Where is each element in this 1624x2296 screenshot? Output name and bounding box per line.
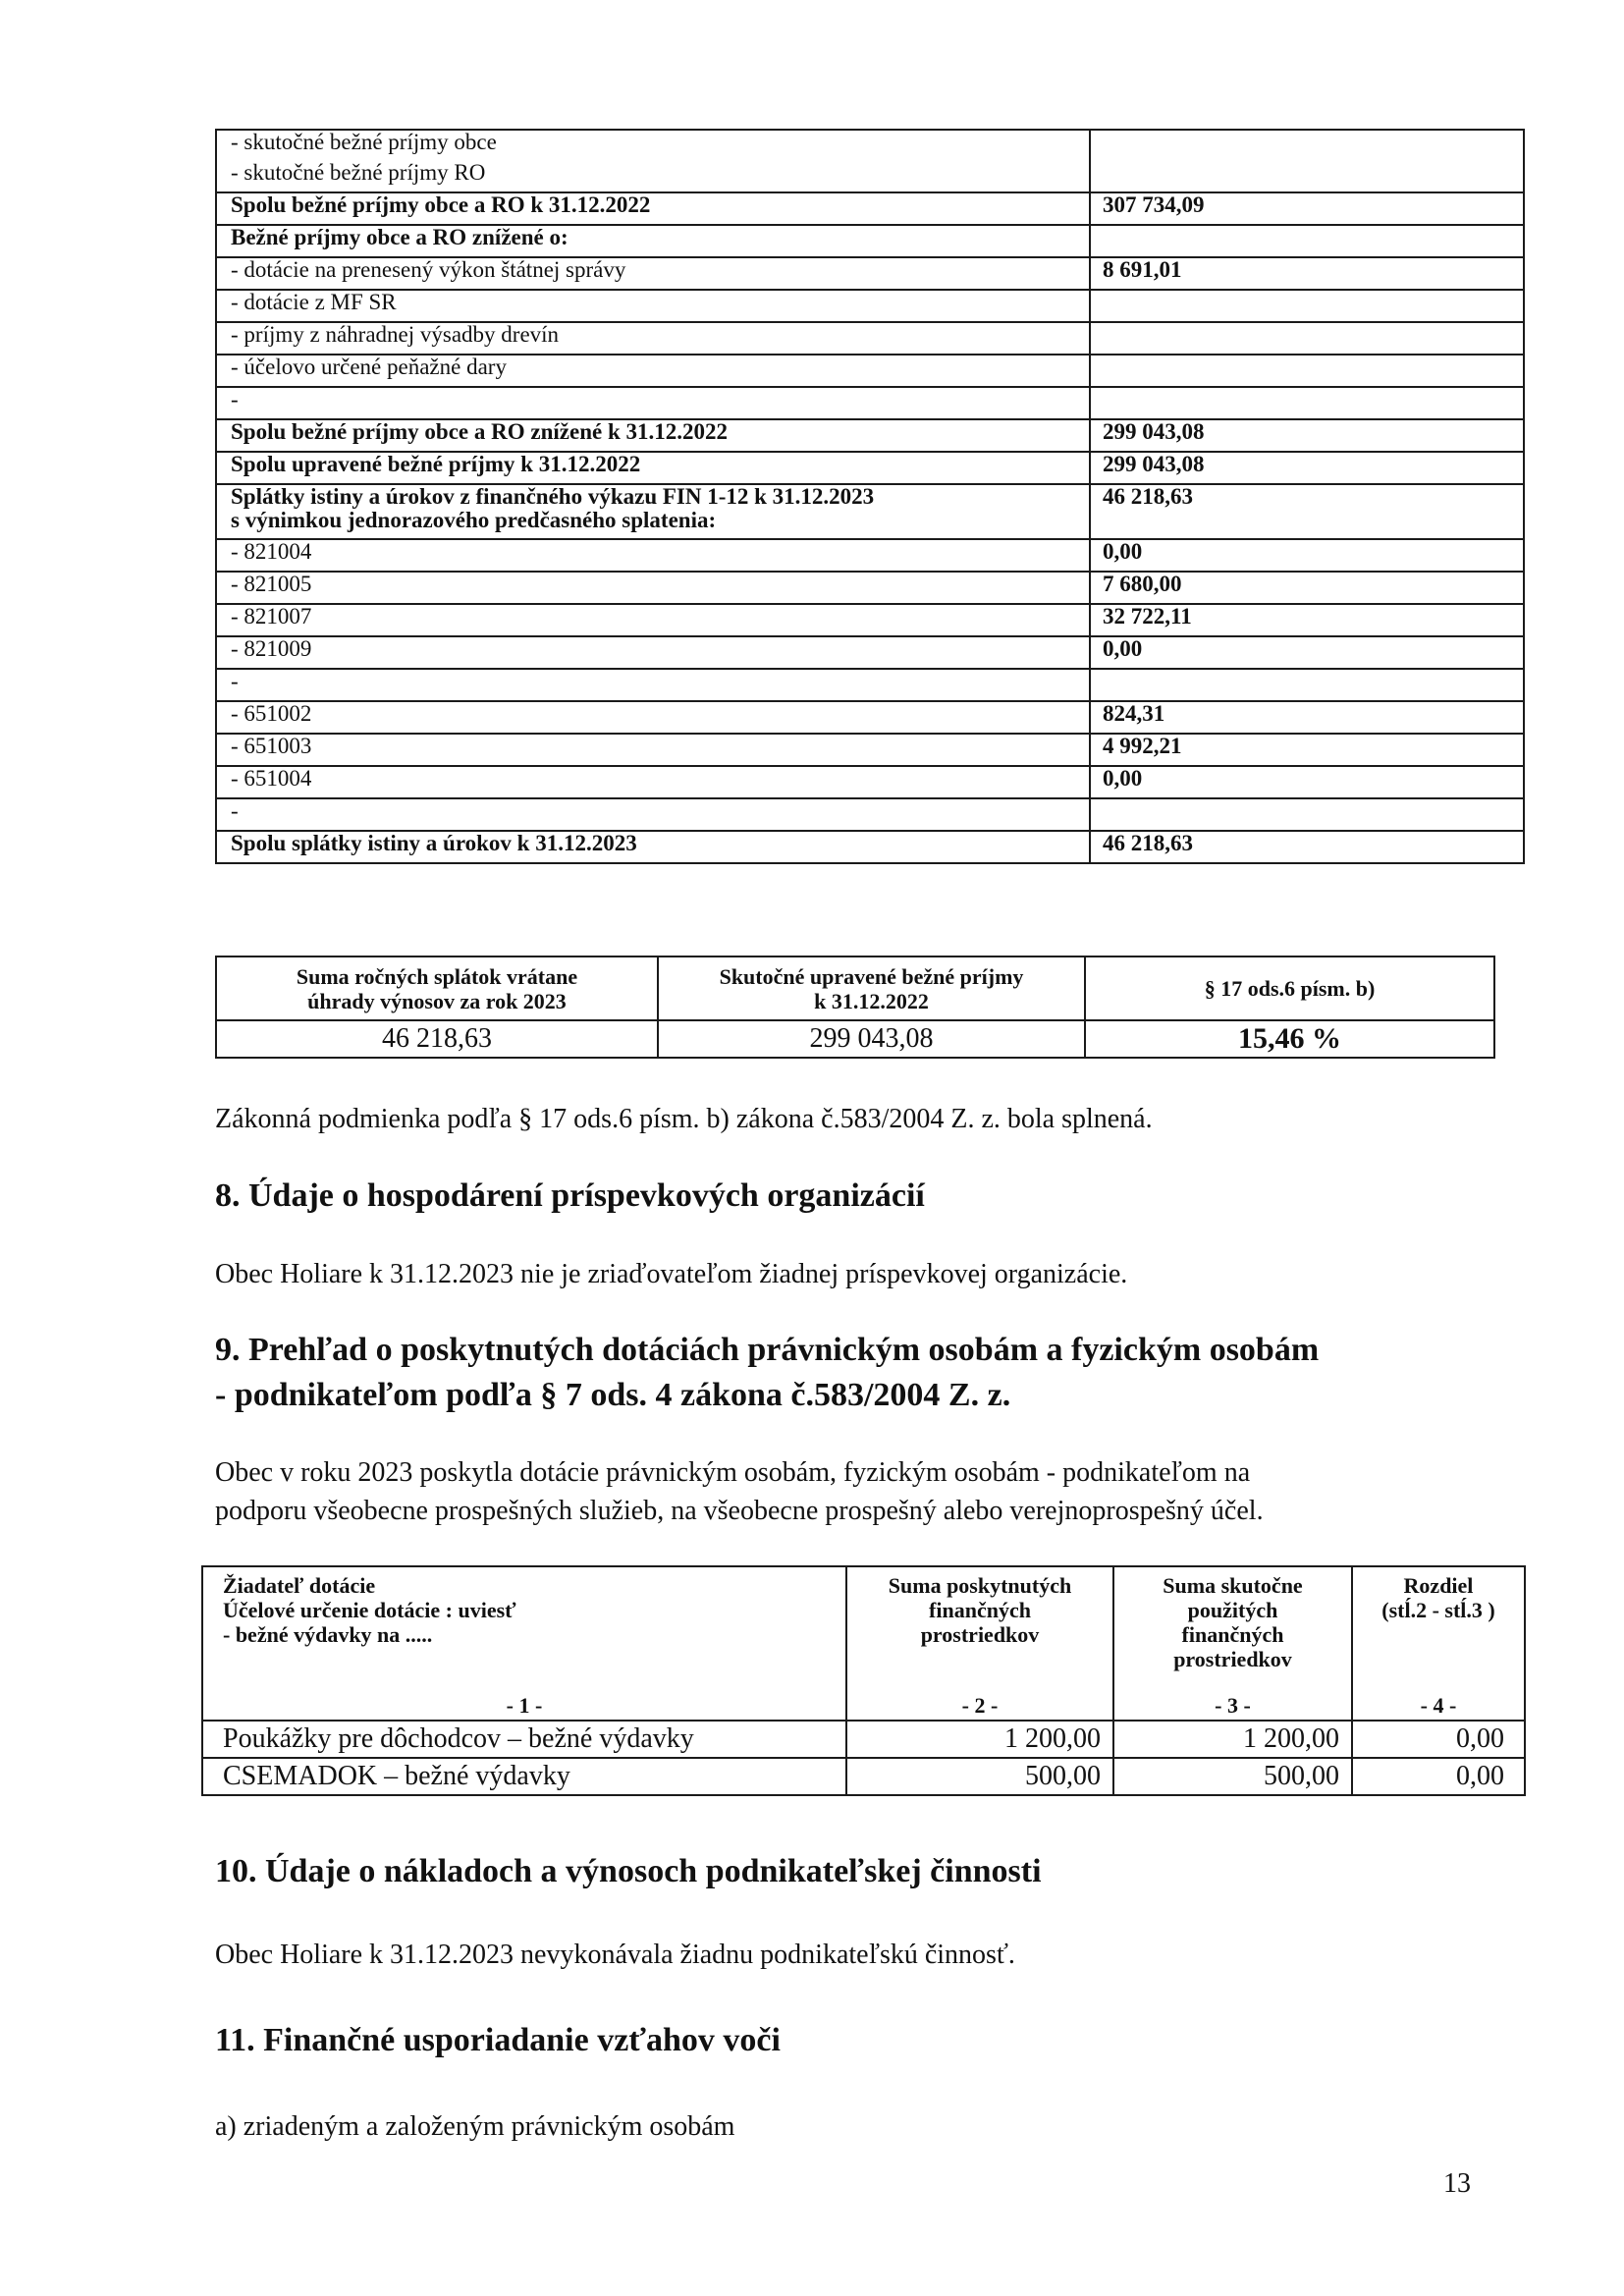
row-label: Spolu bežné príjmy obce a RO k 31.12.2022 xyxy=(216,192,1090,225)
debt-service-table xyxy=(215,129,1525,864)
header-difference xyxy=(1352,1566,1525,1721)
section-9-text-line-1: Obec v roku 2023 poskytla dotácie právnickým osobám, fyzickým osobám - podnikateľom na xyxy=(215,1457,1251,1488)
header-line: Skutočné upravené bežné príjmy xyxy=(719,963,1024,989)
row-value: 299 043,08 xyxy=(1090,419,1524,452)
row-label: - xyxy=(216,387,1090,419)
table-row xyxy=(216,387,1524,419)
section-9-text-line-2: podporu všeobecne prospešných služieb, na všeobecne prospešný alebo verejnoprospešný účel. xyxy=(215,1496,1264,1526)
table-row xyxy=(216,1020,1494,1058)
subsidy-provided: 1 200,00 xyxy=(846,1721,1113,1758)
table-row xyxy=(216,734,1524,766)
row-value: 46 218,63 xyxy=(1090,484,1524,539)
row-label-line-1: Splátky istiny a úrokov z finančného výkazu FIN 1-12 k 31.12.2023 xyxy=(231,484,875,509)
table-row xyxy=(216,452,1524,484)
table-row xyxy=(216,225,1524,257)
row-label: - dotácie na prenesený výkon štátnej správy xyxy=(216,257,1090,290)
row-value: 824,31 xyxy=(1090,701,1524,734)
column-number: - 4 - xyxy=(1420,1693,1457,1718)
row-label: Spolu bežné príjmy obce a RO znížené k 31.12.2022 xyxy=(216,419,1090,452)
row-label: - 651002 xyxy=(216,701,1090,734)
column-number: - 1 - xyxy=(506,1693,543,1718)
table-row xyxy=(216,831,1524,863)
column-number: - 2 - xyxy=(961,1693,999,1718)
value-annual-repayments: 46 218,63 xyxy=(216,1020,658,1058)
row-value: 299 043,08 xyxy=(1090,452,1524,484)
row-label: - xyxy=(216,798,1090,831)
row-label: - xyxy=(216,669,1090,701)
page-number: 13 xyxy=(1443,2168,1471,2199)
header-annual-repayments xyxy=(216,957,658,1020)
debt-ratio-table xyxy=(215,956,1495,1059)
subsidy-used: 500,00 xyxy=(1113,1758,1352,1795)
subsidy-difference: 0,00 xyxy=(1352,1721,1525,1758)
table-row xyxy=(216,539,1524,572)
header-line: prostriedkov xyxy=(1173,1647,1292,1671)
table-header-row xyxy=(216,957,1494,1020)
row-label: - 821007 xyxy=(216,604,1090,636)
header-line: prostriedkov xyxy=(920,1622,1040,1647)
table-row xyxy=(216,192,1524,225)
header-line: (stĺ.2 - stĺ.3 ) xyxy=(1381,1598,1495,1622)
row-value: 0,00 xyxy=(1090,539,1524,572)
table-row xyxy=(216,355,1524,387)
header-applicant xyxy=(202,1566,846,1721)
row-value: 307 734,09 xyxy=(1090,192,1524,225)
header-line: finančných xyxy=(1181,1622,1284,1647)
row-value: 0,00 xyxy=(1090,766,1524,798)
table-row xyxy=(216,701,1524,734)
table-row xyxy=(216,766,1524,798)
section-9-heading-line-1: 9. Prehľad o poskytnutých dotáciách právnickým osobám a fyzickým osobám xyxy=(215,1332,1320,1368)
row-label-line-2: s výnimkou jednorazového predčasného splatenia: xyxy=(231,508,717,532)
header-provided-funds xyxy=(846,1566,1113,1721)
header-line: Suma ročných splátok vrátane xyxy=(296,963,578,989)
row-label: Spolu upravené bežné príjmy k 31.12.2022 xyxy=(216,452,1090,484)
row-label: - skutočné bežné príjmy RO xyxy=(216,161,1090,192)
row-value: 32 722,11 xyxy=(1090,604,1524,636)
row-label: - 821009 xyxy=(216,636,1090,669)
header-used-funds xyxy=(1113,1566,1352,1721)
table-row xyxy=(216,161,1524,192)
header-line: Žiadateľ dotácie xyxy=(223,1573,376,1598)
subsidy-difference: 0,00 xyxy=(1352,1758,1525,1795)
value-ratio: 15,46 % xyxy=(1085,1020,1494,1058)
row-label: - 821004 xyxy=(216,539,1090,572)
row-value xyxy=(1090,290,1524,322)
row-value: 0,00 xyxy=(1090,636,1524,669)
section-8-text: Obec Holiare k 31.12.2023 nie je zriaďovateľom žiadnej príspevkovej organizácie. xyxy=(215,1259,1128,1289)
table-row xyxy=(216,130,1524,161)
section-8-heading: 8. Údaje o hospodárení príspevkových organizácií xyxy=(215,1177,925,1214)
row-value xyxy=(1090,387,1524,419)
column-number: - 3 - xyxy=(1215,1693,1251,1718)
legal-condition-text: Zákonná podmienka podľa § 17 ods.6 písm. b) zákona č.583/2004 Z. z. bola splnená. xyxy=(215,1104,1153,1134)
row-label: - skutočné bežné príjmy obce xyxy=(216,130,1090,161)
row-label: - 651003 xyxy=(216,734,1090,766)
table-row xyxy=(216,419,1524,452)
section-11-item-a: a) zriadeným a založeným právnickým osobám xyxy=(215,2111,735,2142)
row-value xyxy=(1090,669,1524,701)
header-line: Účelové určenie dotácie : uviesť xyxy=(223,1598,516,1622)
row-value: 8 691,01 xyxy=(1090,257,1524,290)
value-adjusted-income: 299 043,08 xyxy=(658,1020,1085,1058)
header-line: úhrady výnosov za rok 2023 xyxy=(307,988,567,1013)
row-value xyxy=(1090,130,1524,161)
table-row xyxy=(216,669,1524,701)
row-label: - 821005 xyxy=(216,572,1090,604)
header-line: Suma poskytnutých xyxy=(888,1573,1072,1598)
row-value: 4 992,21 xyxy=(1090,734,1524,766)
section-11-heading: 11. Finančné usporiadanie vzťahov voči xyxy=(215,2022,781,2058)
table-row xyxy=(216,604,1524,636)
table-row xyxy=(216,484,1524,539)
row-value xyxy=(1090,225,1524,257)
row-label: - dotácie z MF SR xyxy=(216,290,1090,322)
table-row xyxy=(216,798,1524,831)
header-adjusted-income xyxy=(658,957,1085,1020)
section-10-text: Obec Holiare k 31.12.2023 nevykonávala žiadnu podnikateľskú činnosť. xyxy=(215,1940,1015,1970)
row-label: - príjmy z náhradnej výsadby drevín xyxy=(216,322,1090,355)
table-row xyxy=(202,1758,1525,1795)
table-row xyxy=(216,572,1524,604)
section-9-heading-line-2: - podnikateľom podľa § 7 ods. 4 zákona č.583/2004 Z. z. xyxy=(215,1377,1011,1413)
header-line: finančných xyxy=(929,1598,1031,1622)
row-label xyxy=(216,484,1090,539)
subsidy-name: Poukážky pre dôchodcov – bežné výdavky xyxy=(202,1721,846,1758)
header-line: - bežné výdavky na ..... xyxy=(223,1622,433,1647)
header-line: použitých xyxy=(1187,1598,1278,1622)
table-row xyxy=(216,322,1524,355)
header-line: k 31.12.2022 xyxy=(814,988,929,1013)
header-legal-paragraph: § 17 ods.6 písm. b) xyxy=(1085,957,1494,1020)
row-value xyxy=(1090,322,1524,355)
table-row xyxy=(202,1721,1525,1758)
row-label: Spolu splátky istiny a úrokov k 31.12.2023 xyxy=(216,831,1090,863)
header-line: Suma skutočne xyxy=(1163,1573,1303,1598)
row-value xyxy=(1090,161,1524,192)
section-10-heading: 10. Údaje o nákladoch a výnosoch podnikateľskej činnosti xyxy=(215,1853,1042,1889)
row-label: - účelovo určené peňažné dary xyxy=(216,355,1090,387)
table-header-row xyxy=(202,1566,1525,1721)
table-row xyxy=(216,636,1524,669)
row-value xyxy=(1090,798,1524,831)
row-value: 7 680,00 xyxy=(1090,572,1524,604)
subsidy-used: 1 200,00 xyxy=(1113,1721,1352,1758)
row-value xyxy=(1090,355,1524,387)
subsidy-provided: 500,00 xyxy=(846,1758,1113,1795)
subsidy-name: CSEMADOK – bežné výdavky xyxy=(202,1758,846,1795)
table-row xyxy=(216,290,1524,322)
row-label: - 651004 xyxy=(216,766,1090,798)
table-row xyxy=(216,257,1524,290)
row-label: Bežné príjmy obce a RO znížené o: xyxy=(216,225,1090,257)
subsidies-table xyxy=(201,1565,1526,1796)
header-line: Rozdiel xyxy=(1403,1573,1474,1598)
row-value: 46 218,63 xyxy=(1090,831,1524,863)
